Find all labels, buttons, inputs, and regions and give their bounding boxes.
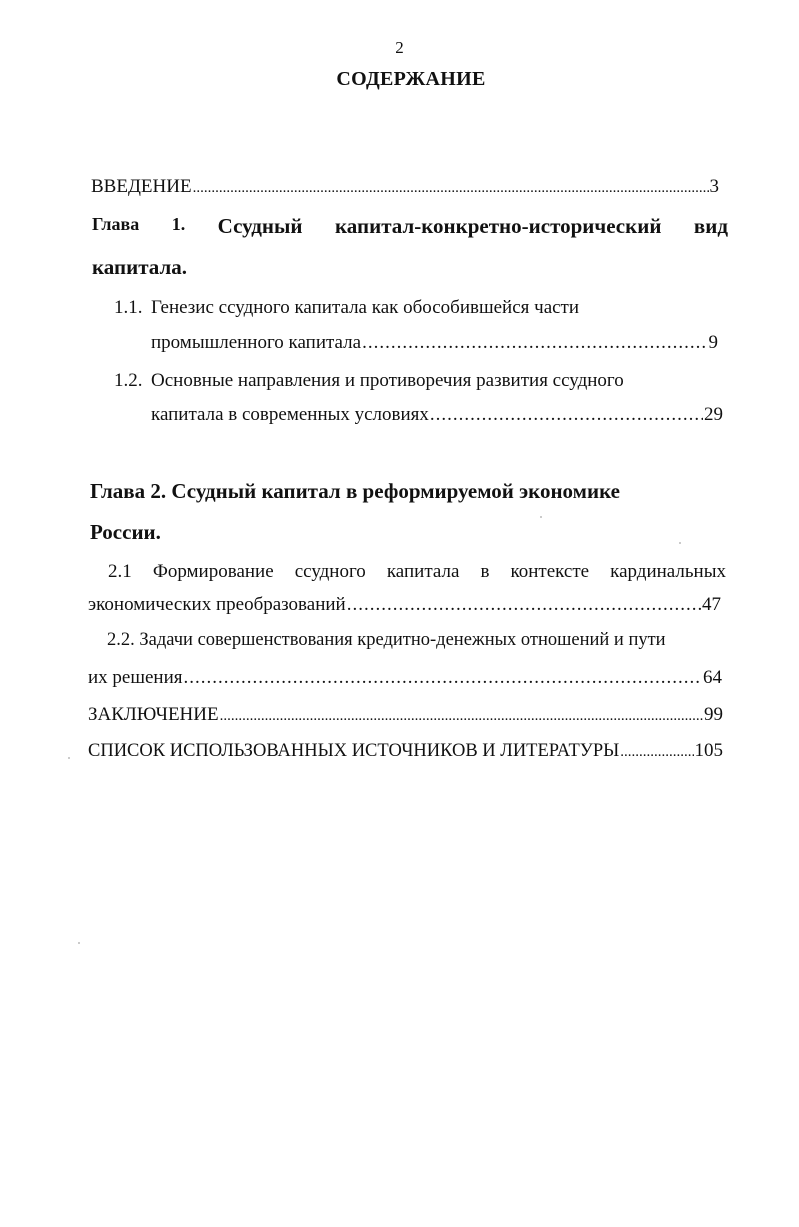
dot-leader: [430, 404, 703, 426]
toc-entry-label: капитала в современных условиях: [151, 404, 429, 425]
toc-section-2-1-entry[interactable]: [88, 594, 721, 616]
toc-page-ref: 9: [708, 332, 718, 353]
toc-section-1-2-entry[interactable]: [151, 404, 723, 426]
toc-page-ref: 29: [704, 404, 723, 425]
dot-leader: [347, 594, 701, 616]
dot-leader: [220, 708, 703, 725]
toc-section-1-2-title[interactable]: Основные направления и противоречия развития ссудного: [151, 370, 624, 391]
toc-page-ref: 64: [703, 667, 722, 688]
toc-chapter-2-heading-cont: России.: [90, 520, 161, 544]
page-title: СОДЕРЖАНИЕ: [336, 68, 486, 90]
section-word: кардинальных: [610, 561, 726, 582]
toc-chapter-2-heading[interactable]: Глава 2. Ссудный капитал в реформируемой экономике: [90, 479, 620, 503]
toc-entry-label: ВВЕДЕНИЕ: [91, 176, 192, 197]
page-number: 2: [395, 38, 404, 57]
toc-entry-conclusion[interactable]: [88, 704, 723, 726]
toc-entry-label: СПИСОК ИСПОЛЬЗОВАННЫХ ИСТОЧНИКОВ И ЛИТЕРАТУРЫ: [88, 741, 620, 761]
chapter-word: Глава: [92, 214, 140, 234]
section-word: контексте: [510, 561, 590, 582]
section-word: ссудного: [294, 561, 366, 582]
toc-page-ref: 3: [709, 176, 719, 197]
dot-leader: [362, 332, 707, 354]
chapter-word: вид: [693, 214, 728, 238]
chapter-word: капитал-конкретно-исторический: [334, 214, 662, 238]
chapter-word: 1.: [171, 214, 186, 234]
toc-section-1-1-number: 1.1.: [114, 297, 143, 318]
toc-chapter-1-heading-cont: капитала.: [92, 255, 187, 279]
toc-entry-label: промышленного капитала: [151, 332, 362, 353]
dot-leader: [184, 667, 703, 689]
chapter-word: Ссудный: [217, 214, 303, 238]
toc-section-2-2-title[interactable]: 2.2. Задачи совершенствования кредитно-денежных отношений и пути: [107, 630, 666, 650]
scan-speck: [78, 942, 80, 944]
scan-speck: [679, 542, 681, 544]
toc-section-1-1-entry[interactable]: [151, 332, 718, 354]
toc-section-2-2-entry[interactable]: [88, 667, 722, 689]
toc-page-ref: 47: [702, 594, 721, 615]
toc-chapter-1-heading[interactable]: [92, 214, 728, 239]
toc-entry-introduction[interactable]: [91, 176, 719, 198]
section-word: капитала: [386, 561, 460, 582]
toc-entry-label: экономических преобразований: [88, 594, 346, 615]
toc-entry-label: ЗАКЛЮЧЕНИЕ: [88, 704, 219, 725]
toc-entry-sources[interactable]: [88, 740, 723, 762]
toc-entry-label: их решения: [88, 667, 183, 688]
toc-section-1-2-number: 1.2.: [114, 370, 143, 391]
toc-section-2-1-title[interactable]: [108, 561, 726, 583]
section-word: в: [480, 561, 490, 582]
scan-speck: [68, 757, 70, 759]
section-word: Формирование: [152, 561, 274, 582]
toc-page-ref: 105: [694, 740, 723, 761]
dot-leader: [193, 180, 709, 197]
dot-leader: [620, 744, 693, 761]
scan-speck: [540, 516, 542, 518]
section-word: 2.1: [108, 561, 132, 582]
toc-section-1-1-title[interactable]: Генезис ссудного капитала как обособившейся части: [151, 297, 580, 318]
toc-page-ref: 99: [704, 704, 723, 725]
